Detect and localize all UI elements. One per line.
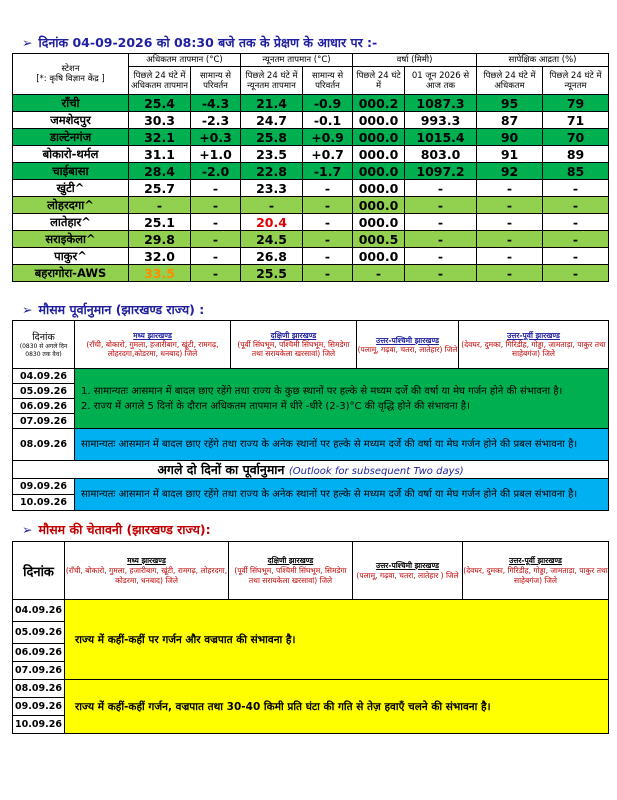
rh-max: -	[477, 214, 543, 231]
table-row	[13, 265, 609, 282]
station-name: खुंटी^	[13, 180, 129, 197]
min-temp: 23.5	[241, 146, 303, 163]
rh-max: -	[477, 197, 543, 214]
rh-max: -	[477, 231, 543, 248]
rh-max: 91	[477, 146, 543, 163]
rh-min: -	[543, 248, 609, 265]
date-cell: 04.09.26	[13, 369, 75, 384]
rh-max: 90	[477, 129, 543, 146]
rain-cumulative: 1097.2	[405, 163, 477, 180]
forecast-table	[12, 320, 609, 511]
max-departure: -2.0	[191, 163, 241, 180]
region-northeast: उत्तर-पूर्वी झारखण्ड (देवघर, दुमका, गिरिडीह, गोड्डा, जामताड़ा, पाकुर तथा साहेबगंज) जिले	[459, 321, 609, 369]
date-cell: 07.09.26	[13, 414, 75, 429]
min-departure: +0.9	[303, 129, 353, 146]
max-temp: 25.7	[129, 180, 191, 197]
forecast-title: ➢ मौसम पूर्वानुमान (झारखण्ड राज्य) :	[22, 302, 205, 317]
max-temp: 32.0	[129, 248, 191, 265]
min-temp: -	[241, 197, 303, 214]
station-name: सराइकेला^	[13, 231, 129, 248]
date-cell: 10.09.26	[13, 495, 75, 511]
station-header: स्टेशन [*: कृषि विज्ञान केंद्र ]	[13, 54, 129, 95]
date-cell: 10.09.26	[13, 716, 65, 734]
arrow-icon: ➢	[22, 522, 33, 537]
max-departure: -	[191, 248, 241, 265]
observation-title: ➢ दिनांक 04-09-2026 को 08:30 बजे तक के प्रेक्षण के आधार पर :-	[22, 35, 378, 50]
rain-24h: 000.0	[353, 197, 405, 214]
date-cell: 07.09.26	[13, 662, 65, 680]
rain-cumulative: -	[405, 214, 477, 231]
min-24-header: पिछले 24 घंटे में न्यूनतम तापमान	[241, 67, 303, 95]
table-row	[13, 129, 609, 146]
warning-date-header: दिनांक	[13, 542, 65, 600]
rh-max: 87	[477, 112, 543, 129]
rain-cumulative: 1087.3	[405, 95, 477, 112]
max-temp: 25.1	[129, 214, 191, 231]
rh-max: 92	[477, 163, 543, 180]
region-south: दक्षिणी झारखण्ड (पूर्वी सिंघभूम, पश्चिमी सिंघभूम, सिमडेगा तथा सरायकेला खरसावां) जिले	[229, 542, 353, 600]
min-temp: 25.5	[241, 265, 303, 282]
rain-24h: 000.5	[353, 231, 405, 248]
max-departure: -	[191, 214, 241, 231]
min-temp-header: न्यूनतम तापमान (°C)	[241, 54, 353, 67]
rain-24h: 000.2	[353, 95, 405, 112]
rh-max: 95	[477, 95, 543, 112]
min-departure: -0.9	[303, 95, 353, 112]
arrow-icon: ➢	[22, 35, 33, 50]
max-departure: -2.3	[191, 112, 241, 129]
rh-max: -	[477, 248, 543, 265]
rain-cumulative: -	[405, 197, 477, 214]
table-row	[13, 180, 609, 197]
max-temp: -	[129, 197, 191, 214]
min-temp: 21.4	[241, 95, 303, 112]
max-24-header: पिछले 24 घंटे में अधिकतम तापमान	[129, 67, 191, 95]
max-dep-header: सामान्य से परिवर्तन	[191, 67, 241, 95]
table-row	[13, 197, 609, 214]
rain-24h: 000.0	[353, 214, 405, 231]
max-departure: +0.3	[191, 129, 241, 146]
outlook-text: सामान्यतः आसमान में बादल छाए रहेंगे तथा राज्य के अनेक स्थानों पर हल्के से मध्यम दर्जे की वर्षा या मेघ गर्जन होने की प्रबल संभावना है।	[75, 479, 609, 511]
min-departure: -	[303, 248, 353, 265]
min-departure: -1.7	[303, 163, 353, 180]
max-departure: -4.3	[191, 95, 241, 112]
forecast-date-header: दिनांक (0830 से अगले दिन 0830 तक वैध)	[13, 321, 75, 369]
min-departure: -	[303, 214, 353, 231]
station-name: चाईबासा	[13, 163, 129, 180]
min-temp: 22.8	[241, 163, 303, 180]
min-temp: 20.4	[241, 214, 303, 231]
arrow-icon: ➢	[22, 302, 33, 317]
rh-min-header: पिछले 24 घंटे में न्यूनतम	[543, 67, 609, 95]
date-cell: 05.09.26	[13, 384, 75, 399]
rain-24h: 000.0	[353, 129, 405, 146]
region-northeast: उत्तर-पूर्वी झारखण्ड (देवघर, दुमका, गिरिडीह, गोड्डा, जामताड़ा, पाकुर तथा साहेबगंज) जिले	[463, 542, 609, 600]
rh-min: 79	[543, 95, 609, 112]
max-departure: -	[191, 197, 241, 214]
rh-min: 85	[543, 163, 609, 180]
region-south: दक्षिणी झारखण्ड (पूर्वी सिंघभूम, पश्चिमी सिंघभूम, सिमडेगा तथा सरायकेला खरसावां) जिले	[231, 321, 357, 369]
max-departure: +1.0	[191, 146, 241, 163]
rh-max: -	[477, 180, 543, 197]
rh-min: 70	[543, 129, 609, 146]
max-temp: 29.8	[129, 231, 191, 248]
table-row	[13, 112, 609, 129]
rh-min: -	[543, 265, 609, 282]
table-row	[13, 163, 609, 180]
max-temp: 25.4	[129, 95, 191, 112]
region-northwest: उत्तर-पश्चिमी झारखण्ड (पलामू, गढ़वा, चतरा, लातेहार) जिले	[357, 321, 459, 369]
rain-cumulative: -	[405, 231, 477, 248]
rh-min: -	[543, 231, 609, 248]
max-departure: -	[191, 265, 241, 282]
min-temp: 23.3	[241, 180, 303, 197]
min-departure: -	[303, 265, 353, 282]
min-departure: -	[303, 231, 353, 248]
rain-cumulative: 1015.4	[405, 129, 477, 146]
min-temp: 24.5	[241, 231, 303, 248]
min-departure: -0.1	[303, 112, 353, 129]
rain-24h: 000.0	[353, 248, 405, 265]
warning-text-2: राज्य में कहीं-कहीं गर्जन, वज्रपात तथा 30-40 किमी प्रति घंटा की गति से तेज़ हवाएँ चलने की संभावना है।	[65, 680, 609, 734]
min-departure: -	[303, 180, 353, 197]
region-northwest: उत्तर-पश्चिमी झारखण्ड (पलामू, गढ़वा, चतरा, लातेहार ) जिले	[353, 542, 463, 600]
rain-cumulative: 993.3	[405, 112, 477, 129]
rh-min: -	[543, 197, 609, 214]
table-row	[13, 231, 609, 248]
station-name: राँची	[13, 95, 129, 112]
humidity-header: सापेक्षिक आद्रता (%)	[477, 54, 609, 67]
rh-min: 89	[543, 146, 609, 163]
station-name: बहरागोरा-AWS	[13, 265, 129, 282]
rh-min: -	[543, 214, 609, 231]
rain-24-header: पिछले 24 घंटे में	[353, 67, 405, 95]
rain-cumulative: 803.0	[405, 146, 477, 163]
max-temp-header: अधिकतम तापमान (°C)	[129, 54, 241, 67]
warning-title: ➢ मौसम की चेतावनी (झारखण्ड राज्य):	[22, 522, 211, 537]
min-dep-header: सामान्य से परिवर्तन	[303, 67, 353, 95]
date-cell: 08.09.26	[13, 680, 65, 698]
max-temp: 31.1	[129, 146, 191, 163]
max-departure: -	[191, 231, 241, 248]
outlook-banner: अगले दो दिनों का पूर्वानुमान (Outlook for subsequent Two days)	[13, 461, 609, 479]
rain-cumulative: -	[405, 265, 477, 282]
forecast-text-2: सामान्यतः आसमान में बादल छाए रहेंगे तथा राज्य के अनेक स्थानों पर हल्के से मध्यम दर्जे की वर्षा या मेघ गर्जन होने की प्रबल संभावना है।	[75, 429, 609, 461]
min-temp: 24.7	[241, 112, 303, 129]
rain-24h: -	[353, 265, 405, 282]
rain-24h: 000.0	[353, 180, 405, 197]
station-name: बोकारो-थर्मल	[13, 146, 129, 163]
max-temp: 33.5	[129, 265, 191, 282]
rain-cumulative: -	[405, 180, 477, 197]
date-cell: 05.09.26	[13, 622, 65, 644]
date-cell: 04.09.26	[13, 600, 65, 622]
table-row	[13, 95, 609, 112]
rh-max: -	[477, 265, 543, 282]
warning-text-1: राज्य में कहीं-कहीं पर गर्जन और वज्रपात की संभावना है।	[65, 600, 609, 680]
station-name: जमशेदपुर	[13, 112, 129, 129]
rain-header: वर्षा (मिमी)	[353, 54, 477, 67]
rh-min: -	[543, 180, 609, 197]
rh-min: 71	[543, 112, 609, 129]
min-departure: +0.7	[303, 146, 353, 163]
date-cell: 06.09.26	[13, 644, 65, 662]
min-departure: -	[303, 197, 353, 214]
max-temp: 28.4	[129, 163, 191, 180]
rain-24h: 000.0	[353, 112, 405, 129]
date-cell: 06.09.26	[13, 399, 75, 414]
max-temp: 30.3	[129, 112, 191, 129]
region-central: मध्य झारखण्ड (राँची, बोकारो, गुमला, हजारीबाग, खूंटी, रामगढ़, लोहरदगा, कोडरमा, धनबाद) जिले	[65, 542, 229, 600]
rh-max-header: पिछले 24 घंटे में अधिकतम	[477, 67, 543, 95]
rain-cum-header: 01 जून 2026 से आज तक	[405, 67, 477, 95]
max-departure: -	[191, 180, 241, 197]
rain-24h: 000.0	[353, 146, 405, 163]
table-row	[13, 214, 609, 231]
warning-table	[12, 541, 609, 734]
date-cell: 09.09.26	[13, 479, 75, 495]
table-row	[13, 248, 609, 265]
rain-cumulative: -	[405, 248, 477, 265]
rain-24h: 000.0	[353, 163, 405, 180]
observation-table	[12, 53, 609, 282]
region-central: मध्य झारखण्ड (राँची, बोकारो, गुमला, हजारीबाग, खूंटी, रामगढ़, लोहरदगा,कोडरमा, धनबाद) जिले	[75, 321, 231, 369]
min-temp: 26.8	[241, 248, 303, 265]
station-name: लोहरदगा^	[13, 197, 129, 214]
station-name: लातेहार^	[13, 214, 129, 231]
max-temp: 32.1	[129, 129, 191, 146]
station-name: डाल्टेनगंज	[13, 129, 129, 146]
table-row	[13, 146, 609, 163]
date-cell: 09.09.26	[13, 698, 65, 716]
date-cell: 08.09.26	[13, 429, 75, 461]
min-temp: 25.8	[241, 129, 303, 146]
station-name: पाकुर^	[13, 248, 129, 265]
forecast-text-1: 1. सामान्यतः आसमान में बादल छाए रहेंगे तथा राज्य के कुछ स्थानों पर हल्के से मध्यम दर्जे की वर्षा या मेघ गर्जन होने की संभावना है। 2. राज्य में अगले 5 दिनों के दौरान अधिकतम तापमान में धीरे -धीरे (2-3)°C की वृद्धि होने की संभावना है।	[75, 369, 609, 429]
